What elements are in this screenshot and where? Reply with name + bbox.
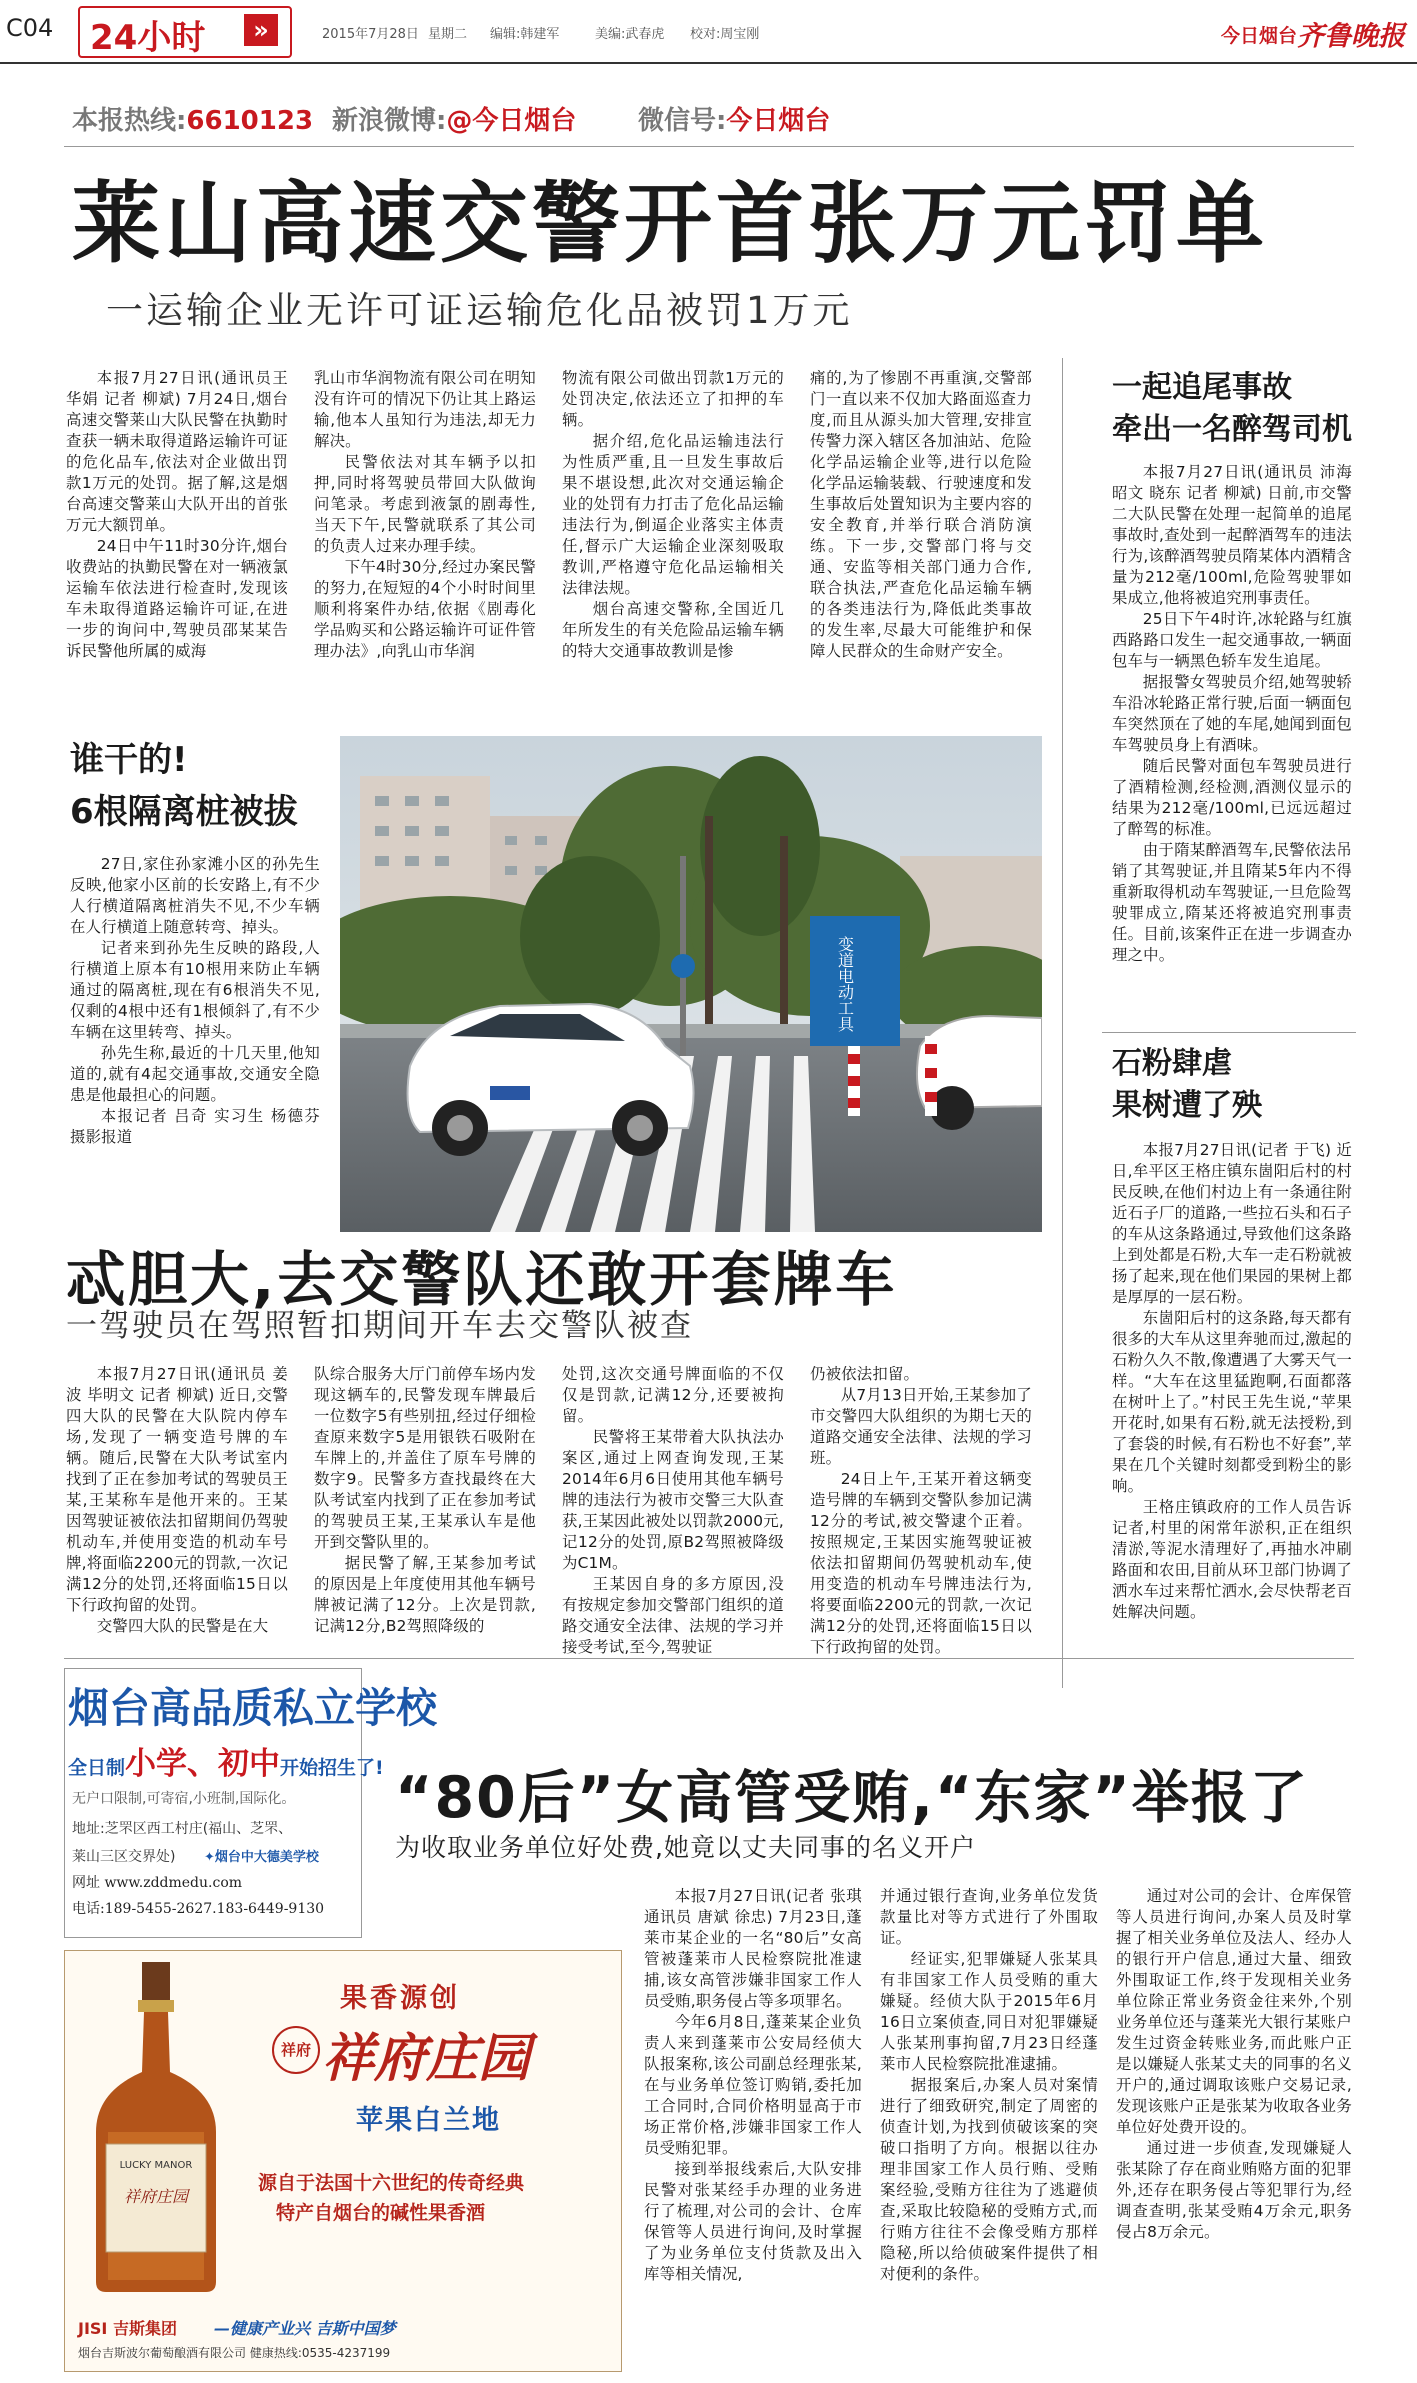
story5-subtitle: 一驾驶员在驾照暂扣期间开车去交警队被查	[66, 1308, 693, 1344]
paragraph: 由于隋某醉酒驾车,民警依法吊销了其驾驶证,并且隋某5年内不得重新取得机动车驾驶证,一旦危险驾驶罪成立,隋某还将被追究刑事责任。目前,该案件正在进一步调查办理之中。	[1112, 841, 1352, 964]
wine-ad-company: 烟台吉斯波尔葡萄酿酒有限公司 健康热线:0535-4237199	[78, 2346, 391, 2360]
column-rule	[1062, 358, 1063, 1688]
school-ad-phone: 电话:189-5455-2627.183-6449-9130	[72, 1901, 325, 1917]
school-ad-title: 烟台高品质私立学校	[68, 1684, 437, 1732]
street-scene-illustration	[340, 736, 1042, 1232]
paragraph: 24日中午11时30分许,烟台收费站的执勤民警在对一辆液氯运输车依法进行检查时,发现该车未取得道路运输许可证,在进一步的询问中,驾驶员邵某某告诉民警他所属的威海	[66, 537, 288, 660]
school-ad-address1: 地址:芝罘区西工村庄(福山、芝罘、	[72, 1821, 293, 1837]
paragraph: 孙先生称,最近的十几天里,他知道的,就有4起交通事故,交通安全隐患是他最担心的问题。	[70, 1044, 320, 1104]
paragraph: 民警依法对其车辆予以扣押,同时将驾驶员带回大队做询问笔录。考虑到液氯的剧毒性,当天下午,民警就联系了其公司的负责人过来办理手续。	[314, 453, 536, 555]
paragraph: 物流有限公司做出罚款1万元的处罚决定,依法还立了扣押的车辆。	[562, 369, 784, 429]
school-star-icon: ✦	[204, 1850, 215, 1865]
story5-col2	[314, 1364, 536, 1637]
paragraph: 从7月13日开始,王某参加了市交警四大队组织的为期七天的道路交通安全法律、法规的学习班。	[810, 1386, 1032, 1467]
story1-col2	[314, 368, 536, 662]
chevron-right-icon: »	[244, 14, 278, 46]
school-ad-address2: 莱山三区交界处)	[72, 1849, 176, 1865]
wine-ad-slogan2: 特产自烟台的碱性果香酒	[276, 2202, 486, 2224]
enroll-suffix: 开始招生了!	[280, 1757, 384, 1779]
story3-title-line1: 谁干的!	[70, 740, 188, 780]
paragraph: 痛的,为了惨剧不再重演,交警部门一直以来不仅加大路面巡查力度,而且从源头加大管理,安排宣传警力深入辖区各加油站、危险化学品运输企业等,进行以危险化学品运输装载、行驶速度和发生事故后处置知识为主要内容的安全教育,并举行联合消防演练。下一步,交警部门将与交通、安监等相关部门通力合作,联合执法,严查危化品运输车辆的各类违法行为,降低此类事故的发生率,尽最大可能维护和保障人民群众的生命财产安全。	[810, 369, 1032, 660]
wine-ad-brand: 祥府庄园	[322, 2028, 531, 2089]
paragraph: 据介绍,危化品运输违法行为性质严重,且一旦发生事故后果不堪设想,此次对交通运输企业的处罚有力打击了危化品运输违法行为,倒逼企业落实主体责任,督示广大运输企业深刻吸取教训,严格遵守危化品运输相关法律法规。	[562, 432, 784, 597]
paragraph: 今年6月8日,蓬莱某企业负责人来到蓬莱市公安局经侦大队报案称,该公司副总经理张某,在与业务单位签订购销,委托加工合同时,合同价格明显高于市场正常价格,涉嫌非国家工作人员受贿犯罪。	[644, 2013, 862, 2157]
bottle-label-text: LUCKY MANOR	[119, 2160, 193, 2171]
paragraph: 经证实,犯罪嫌疑人张某具有非国家工作人员受贿的重大嫌疑。经侦大队于2015年6月16日立案侦查,同日对犯罪嫌疑人张某刑事拘留,7月23日经蓬莱市人民检察院批准逮捕。	[880, 1950, 1098, 2073]
story4-body	[1112, 1140, 1352, 1623]
enroll-levels: 小学、初中	[125, 1746, 281, 1782]
page-header	[0, 0, 1417, 62]
story1-subtitle: 一运输企业无许可证运输危化品被罚1万元	[106, 289, 853, 332]
designer: 美编:武春虎	[595, 27, 665, 42]
paragraph: 民警将王某带着大队执法办案区,通过上网查询发现,王某2014年6月6日使用其他车辆号牌的违法行为被市交警三大队查获,王某因此被处以罚款2000元,记12分的处罚,原B2驾照被降级为C1M。	[562, 1428, 784, 1572]
story1-headline: 莱山高速交警开首张万元罚单	[72, 172, 1269, 275]
school-ad-name	[204, 1846, 319, 1865]
paragraph: 通过对公司的会计、仓库保管等人员进行询问,办案人员及时掌握了相关业务单位及法人、经办人的银行开户信息,通过大量、细致外围取证工作,终于发现相关业务单位除正常业务资金往来外,个别业务单位还与蓬莱光大银行某账户发生过资金转账业务,而此账户正是以嫌疑人张某丈夫的同事的名义开户的,通过调取该账户交易记录,发现该账户正是张某为收取各业务单位好处费开设的。	[1116, 1887, 1352, 2136]
story6-col2	[880, 1886, 1098, 2285]
story1-col1	[66, 368, 288, 662]
paragraph: 并通过银行查询,业务单位发货款量比对等方式进行了外围取证。	[880, 1887, 1098, 1947]
paragraph: 本报7月27日讯(通讯员王华娟 记者 柳斌) 7月24日,烟台高速交警莱山大队民警在执勤时查获一辆未取得道路运输许可证的危化品车,依法对企业做出罚款1万元的处罚。据了解,这是烟台高速交警莱山大队开出的首张万元大额罚单。	[66, 369, 288, 534]
paragraph: 24日上午,王某开着这辆变造号牌的车辆到交警队参加记满12分的考试,被交警逮个正着。按照规定,王某因实施驾驶证被依法扣留期间仍驾驶机动车,使用变造的机动车号牌违法行为,将要面临2200元的罚款,一次记满12分的处罚,还将面临15日以下行政拘留的处罚。	[810, 1470, 1032, 1656]
paragraph: 25日下午4时许,冰轮路与红旗西路路口发生一起交通事故,一辆面包车与一辆黑色轿车发生追尾。	[1112, 610, 1352, 670]
paragraph: 王格庄镇政府的工作人员告诉记者,村里的闲常年淤积,正在组织清淤,等泥水清理好了,再抽水冲刷路面和农田,目前从环卫部门协调了洒水车过来帮忙洒水,会尽快帮老百姓解决问题。	[1112, 1498, 1352, 1621]
wine-ad-group-slogan: —健康产业兴 吉斯中国梦	[214, 2319, 396, 2338]
wine-brand-badge: 祥府	[272, 2026, 320, 2074]
editor: 编辑:韩建军	[490, 27, 560, 42]
story2-body	[1112, 462, 1352, 966]
story5-col1	[66, 1364, 288, 1637]
paragraph: 记者来到孙先生反映的路段,人行横道上原本有10根用来防止车辆通过的隔离桩,现在有6根消失不见,仅剩的4根中还有1根倾斜了,有不少车辆在这里转弯、掉头。	[70, 939, 320, 1041]
story6-col3	[1116, 1886, 1352, 2243]
paragraph: 27日,家住孙家滩小区的孙先生反映,他家小区前的长安路上,有不少人行横道隔离桩消失不见,不少车辆在人行横道上随意转弯、掉头。	[70, 855, 320, 936]
story3-body	[70, 854, 320, 1148]
hotline-phone: 本报热线:6610123	[72, 106, 314, 136]
byline: 本报记者 吕奇 实习生 杨德芬 摄影报道	[70, 1107, 320, 1146]
edition-brand: 今日烟台	[1220, 25, 1297, 47]
paragraph: 本报7月27日讯(通讯员 沛海 昭文 晓东 记者 柳斌) 日前,市交警二大队民警在处理一起简单的追尾事故时,查处到一起醉酒驾车的违法行为,该醉酒驾驶员隋某体内酒精含量为212毫/100ml,危险驾驶罪如果成立,他将被追究刑事责任。	[1112, 463, 1352, 607]
paragraph: 仍被依法扣留。	[810, 1365, 920, 1383]
story6-subtitle: 为收取业务单位好处费,她竟以丈夫同事的名义开户	[395, 1833, 976, 1862]
paragraph: 本报7月27日讯(记者 张琪 通讯员 唐斌 徐忠) 7月23日,蓬莱市某企业的一名“80后”女高管被蓬莱市人民检察院批准逮捕,该女高管涉嫌非国家工作人员受贿,职务侵占等多项罪名。	[644, 1887, 862, 2010]
wine-ad-product: 苹果白兰地	[356, 2105, 501, 2136]
story5-col3	[562, 1364, 784, 1658]
story2-title-line2: 牵出一名醉驾司机	[1112, 412, 1352, 447]
paragraph: 王某因自身的多方原因,没有按规定参加交警部门组织的道路交通安全法律、法规的学习并接受考试,至今,驾驶证	[562, 1575, 784, 1656]
paragraph: 本报7月27日讯(通讯员 姜波 毕明文 记者 柳斌) 近日,交警四大队的民警在大队院内停车场,发现了一辆变造号牌的车辆。随后,民警在大队考试室内找到了正在参加考试的驾驶员王某,王某称车是他开来的。王某因驾驶证被依法扣留期间仍驾驶机动车,并使用变造的机动车号牌,将面临2200元的罚款,一次记满12分的处罚,还将面临15日以下行政拘留的处罚。	[66, 1365, 288, 1614]
news-photo	[340, 736, 1042, 1232]
story3-title-line2: 6根隔离桩被拔	[70, 792, 298, 832]
paragraph: 东崮阳后村的这条路,每天都有很多的大车从这里奔驰而过,激起的石粉久久不散,像遭遇了大雾天气一样。“大车在这里猛跑啊,石面都落在树叶上了。”村民王先生说,“苹果开花时,如果有石粉,就无法授粉,到了套袋的时候,有石粉也不好套”,苹果在几个关键时刻都受到粉尘的影响。	[1112, 1309, 1352, 1495]
school-ad-features: 无户口限制,可寄宿,小班制,国际化。	[72, 1791, 296, 1807]
paper-logo: 齐鲁晚报	[1297, 21, 1405, 52]
storefront-sign: 变道电动工具	[835, 936, 855, 1032]
story4-title-line2: 果树遭了殃	[1112, 1088, 1262, 1123]
paragraph: 处罚,这次交通号牌面临的不仅仅是罚款,记满12分,还要被拘留。	[562, 1365, 784, 1425]
divider	[1102, 1032, 1356, 1033]
paragraph: 下午4时30分,经过办案民警的努力,在短短的4个小时时间里顺利将案件办结,依据《剧毒化学品购买和公路运输许可证件管理办法》,向乳山市华润	[314, 558, 536, 660]
paragraph: 本报7月27日讯(记者 于飞) 近日,牟平区王格庄镇东崮阳后村的村民反映,在他们村边上有一条通往附近石子厂的道路,一些拉石头和石子的车从这条路通过,导致他们这条路上到处都是石粉,大车一走石粉就被扬了起来,现在他们果园的果树上都是厚厚的一层石粉。	[1112, 1141, 1352, 1306]
story5-headline: 忒胆大,去交警队还敢开套牌车	[66, 1245, 898, 1314]
hotline-wechat: 微信号:今日烟台	[638, 106, 831, 136]
paragraph: 乳山市华润物流有限公司在明知没有许可的情况下仍让其上路运输,他本人虽知行为违法,却无力解决。	[314, 369, 536, 450]
wine-ad-tagline: 果香源创	[340, 1983, 460, 2014]
wine-ad-group: JISI 吉斯集团	[78, 2319, 177, 2338]
story4-title-line1: 石粉肆虐	[1112, 1046, 1232, 1081]
brandy-bottle-illustration	[86, 1962, 226, 2292]
divider	[64, 1658, 1354, 1659]
wine-ad-slogan1: 源自于法国十六世纪的传奇经典	[258, 2172, 525, 2194]
story1-col3	[562, 368, 784, 662]
story5-col4	[810, 1364, 1032, 1658]
section-label: 24小时	[90, 18, 206, 58]
enroll-prefix: 全日制	[68, 1757, 126, 1779]
paragraph: 交警四大队的民警是在大	[96, 1617, 269, 1635]
story6-headline: “80后”女高管受贿,“东家”举报了	[395, 1765, 1309, 1831]
issue-weekday: 星期二	[428, 27, 468, 42]
paragraph: 队综合服务大厅门前停车场内发现这辆车的,民警发现车牌最后一位数字5有些别扭,经过仔细检查原来数字5是用银铁石吸附在车牌上的,并盖住了原车号牌的数字9。民警多方查找最终在大队考试室内找到了正在参加考试的驾驶员王某,王某承认车是他开到交警队里的。	[314, 1365, 536, 1551]
issue-date: 2015年7月28日	[322, 27, 419, 42]
paragraph: 据报案后,办案人员对案情进行了细致研究,制定了周密的侦查计划,为找到侦破该案的突破口指明了方向。根据以往办理非国家工作人员行贿、受贿案经验,受贿方往往为了逃避侦查,采取比较隐秘的受贿方式,而行贿方往往不会像受贿方那样隐秘,所以给侦破案件提供了相对便利的条件。	[880, 2076, 1098, 2283]
story2-title-line1: 一起追尾事故	[1112, 370, 1292, 405]
story6-col1	[644, 1886, 862, 2285]
hotline-weibo: 新浪微博:@今日烟台	[332, 106, 577, 136]
bottle-brand-text: 祥府庄园	[123, 2187, 189, 2206]
school-ad-website: 网址 www.zddmedu.com	[72, 1875, 243, 1891]
paragraph: 据民警了解,王某参加考试的原因是上年度使用其他车辆号牌被记满了12分。上次是罚款,记满12分,B2驾照降级的	[314, 1554, 536, 1635]
proofreader: 校对:周宝刚	[690, 27, 760, 42]
paragraph: 通过进一步侦查,发现嫌疑人张某除了存在商业贿赂方面的犯罪外,还存在职务侵占等犯罪行为,经调查查明,张某受贿4万余元,职务侵占8万余元。	[1116, 2139, 1352, 2241]
page-number: C04	[6, 14, 54, 42]
school-name-text: 烟台中大德美学校	[214, 1850, 319, 1865]
paragraph: 烟台高速交警称,全国近几年所发生的有关危险品运输车辆的特大交通事故教训是惨	[562, 600, 784, 660]
school-ad-enroll	[68, 1738, 384, 1783]
story1-col4	[810, 368, 1032, 662]
paragraph: 接到举报线索后,大队安排民警对张某经手办理的业务进行了梳理,对公司的会计、仓库保管等人员进行询问,及时掌握了为业务单位支付货款及出入库等相关情况,	[644, 2160, 862, 2283]
header-rule	[0, 62, 1417, 64]
paragraph: 据报警女驾驶员介绍,她驾驶轿车沿冰轮路正常行驶,后面一辆面包车突然顶在了她的车尾,她闻到面包车驾驶员身上有酒味。	[1112, 673, 1352, 754]
paragraph: 随后民警对面包车驾驶员进行了酒精检测,经检测,酒测仪显示的结果为212毫/100ml,已远远超过了醉驾的标准。	[1112, 757, 1352, 838]
divider	[64, 146, 1354, 147]
